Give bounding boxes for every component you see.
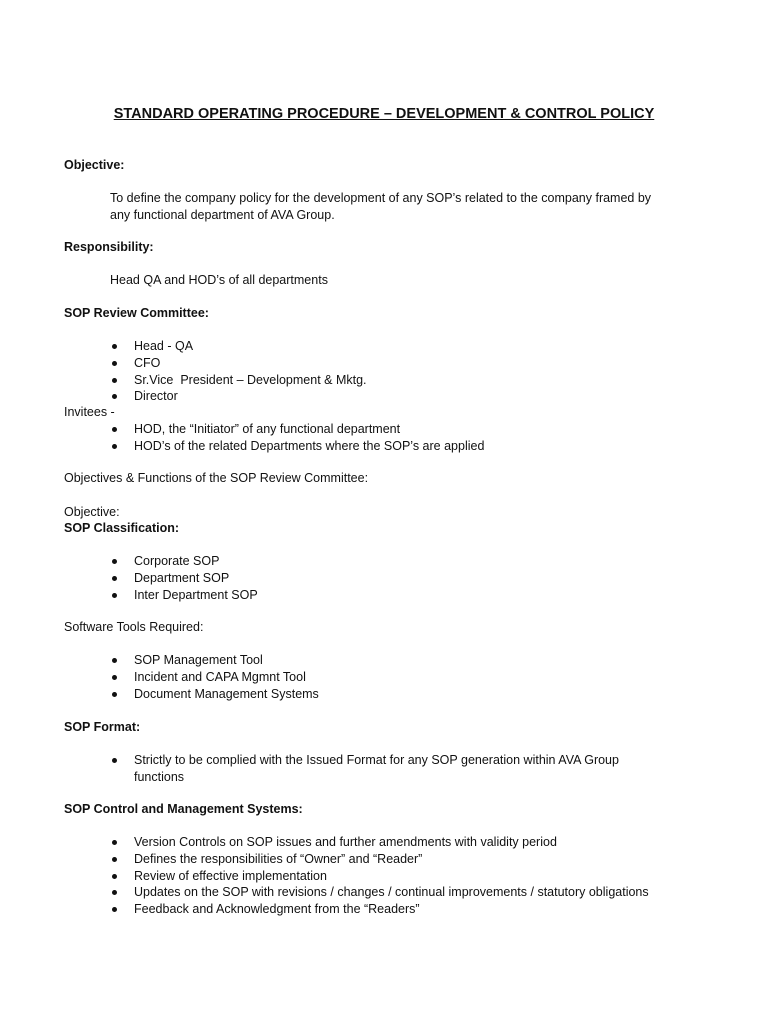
list-item: HOD, the “Initiator” of any functional department: [110, 421, 484, 438]
objective2-label: Objective:: [64, 505, 120, 519]
list-item: Version Controls on SOP issues and further amendments with validity period: [110, 834, 649, 851]
classification-heading: SOP Classification:: [64, 521, 180, 535]
format-heading: SOP Format:: [64, 720, 141, 734]
page-title: STANDARD OPERATING PROCEDURE – DEVELOPMENT & CONTROL POLICY: [113, 106, 655, 122]
committee-member-list: [110, 338, 367, 405]
list-item: Strictly to be complied with the Issued Format for any SOP generation within AVA Group functions: [110, 752, 654, 786]
list-item: Sr.Vice President – Development & Mktg.: [110, 372, 367, 389]
list-item: Incident and CAPA Mgmnt Tool: [110, 669, 319, 686]
list-item: Corporate SOP: [110, 553, 258, 570]
bullet-icon: [112, 857, 117, 862]
bullet-icon: [112, 692, 117, 697]
invitees-label: Invitees -: [64, 405, 115, 419]
list-item: Feedback and Acknowledgment from the “Readers”: [110, 901, 649, 918]
control-list: [110, 834, 649, 918]
bullet-icon: [112, 344, 117, 349]
list-item: Head - QA: [110, 338, 367, 355]
functions-label: Objectives & Functions of the SOP Review Committee:: [64, 471, 369, 485]
control-heading: SOP Control and Management Systems:: [64, 802, 303, 816]
list-item: CFO: [110, 355, 367, 372]
bullet-icon: [112, 658, 117, 663]
bullet-icon: [112, 427, 117, 432]
objective-text-line1: To define the company policy for the development of any SOP’s related to the company framed by: [110, 191, 652, 205]
list-item: Department SOP: [110, 570, 258, 587]
list-item: Review of effective implementation: [110, 868, 649, 885]
bullet-icon: [112, 890, 117, 895]
bullet-icon: [112, 394, 117, 399]
responsibility-text: Head QA and HOD’s of all departments: [110, 273, 328, 287]
list-item: SOP Management Tool: [110, 652, 319, 669]
bullet-icon: [112, 758, 117, 763]
classification-list: [110, 553, 258, 603]
list-item: Defines the responsibilities of “Owner” and “Reader”: [110, 851, 649, 868]
bullet-icon: [112, 593, 117, 598]
bullet-icon: [112, 559, 117, 564]
bullet-icon: [112, 874, 117, 879]
list-item: Inter Department SOP: [110, 587, 258, 604]
bullet-icon: [112, 840, 117, 845]
list-item: Director: [110, 388, 367, 405]
bullet-icon: [112, 361, 117, 366]
list-item: Document Management Systems: [110, 686, 319, 703]
list-item: Updates on the SOP with revisions / changes / continual improvements / statutory obligations: [110, 884, 649, 901]
objective-text-line2: any functional department of AVA Group.: [110, 208, 335, 222]
bullet-icon: [112, 444, 117, 449]
tools-label: Software Tools Required:: [64, 620, 204, 634]
bullet-icon: [112, 378, 117, 383]
tools-list: [110, 652, 319, 702]
bullet-icon: [112, 576, 117, 581]
committee-heading: SOP Review Committee:: [64, 306, 209, 320]
responsibility-heading: Responsibility:: [64, 240, 154, 254]
objective-heading: Objective:: [64, 158, 125, 172]
invitees-list: [110, 421, 484, 455]
list-item: HOD’s of the related Departments where the SOP’s are applied: [110, 438, 484, 455]
format-list: [110, 752, 654, 786]
bullet-icon: [112, 907, 117, 912]
bullet-icon: [112, 675, 117, 680]
